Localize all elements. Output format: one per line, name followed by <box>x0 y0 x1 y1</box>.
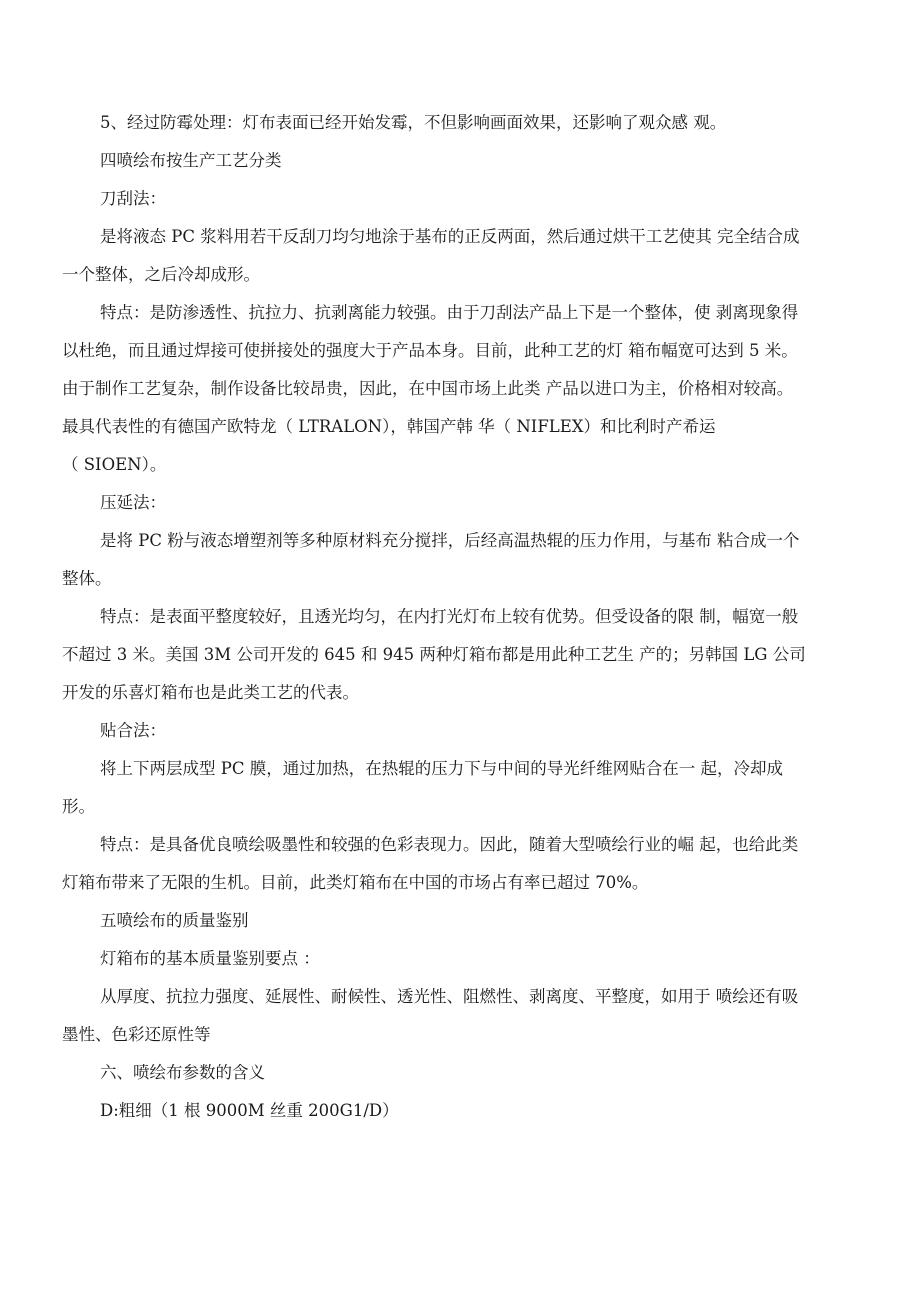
paragraph <box>62 978 840 1054</box>
paragraph <box>62 1054 840 1092</box>
paragraph <box>62 826 840 902</box>
text-line: 刀刮法： <box>100 189 166 208</box>
text-line: 五喷绘布的质量鉴别 <box>100 911 249 930</box>
text-line: 整体。 <box>62 569 112 588</box>
text-line: 特点：是具备优良喷绘吸墨性和较强的色彩表现力。因此，随着大型喷绘行业的崛 起，也给此类 <box>100 835 799 854</box>
text-line: 四喷绘布按生产工艺分类 <box>100 151 282 170</box>
paragraph <box>62 142 840 180</box>
paragraph <box>62 598 840 712</box>
text-line: 将上下两层成型 PC 膜，通过加热，在热辊的压力下与中间的导光纤维网贴合在一 起，冷却成 <box>100 759 783 778</box>
text-line: （ SIOEN）。 <box>62 455 167 474</box>
paragraph <box>62 522 840 598</box>
text-line: 不超过 3 米。美国 3M 公司开发的 645 和 945 两种灯箱布都是用此种工艺生 产的；另韩国 LG 公司 <box>62 645 806 664</box>
text-line: 是将 PC 粉与液态增塑剂等多种原材料充分搅拌，后经高温热辊的压力作用，与基布 粘合成一个 <box>100 531 800 550</box>
text-line: 从厚度、抗拉力强度、延展性、耐候性、透光性、阻燃性、剥离度、平整度，如用于 喷绘还有吸 <box>100 987 799 1006</box>
text-line: 开发的乐喜灯箱布也是此类工艺的代表。 <box>62 683 359 702</box>
paragraph <box>62 484 840 522</box>
text-line: 特点：是表面平整度较好，且透光均匀，在内打光灯布上较有优势。但受设备的限 制，幅宽一般 <box>100 607 799 626</box>
text-line: 以杜绝，而且通过焊接可使拼接处的强度大于产品本身。目前，此种工艺的灯 箱布幅宽可达到 5 米。 <box>62 341 798 360</box>
text-line: 灯箱布的基本质量鉴别要点 ： <box>100 949 320 968</box>
text-line: 墨性、色彩还原性等 <box>62 1025 211 1044</box>
text-line: 六、喷绘布参数的含义 <box>100 1063 265 1082</box>
paragraph <box>62 104 840 142</box>
text-line: D:粗细（1 根 9000M 丝重 200G1/D） <box>100 1101 399 1120</box>
paragraph <box>62 940 840 978</box>
text-line: 是将液态 PC 浆料用若干反刮刀均匀地涂于基布的正反两面，然后通过烘干工艺使其 完全结合成 <box>100 227 800 246</box>
text-line: 压延法： <box>100 493 166 512</box>
text-line: 5、经过防霉处理：灯布表面已经开始发霉，不但影响画面效果，还影响了观众感 观。 <box>100 113 727 132</box>
paragraph <box>62 1092 840 1130</box>
text-line: 由于制作工艺复杂，制作设备比较昂贵，因此，在中国市场上此类 产品以进口为主，价格相对较高。 <box>62 379 794 398</box>
text-line: 形。 <box>62 797 95 816</box>
text-line: 最具代表性的有德国产欧特龙（ LTRALON），韩国产韩 华（ NIFLEX）和比利时产希运 <box>62 417 716 436</box>
text-line: 一个整体，之后冷却成形。 <box>62 265 260 284</box>
paragraph <box>62 294 840 484</box>
paragraph <box>62 750 840 826</box>
paragraph <box>62 712 840 750</box>
text-line: 灯箱布带来了无限的生机。目前，此类灯箱布在中国的市场占有率已超过 70%。 <box>62 873 649 892</box>
document-body <box>62 104 840 1130</box>
text-line: 贴合法： <box>100 721 166 740</box>
text-line: 特点：是防渗透性、抗拉力、抗剥离能力较强。由于刀刮法产品上下是一个整体，使 剥离现象得 <box>100 303 799 322</box>
paragraph <box>62 218 840 294</box>
paragraph <box>62 902 840 940</box>
paragraph <box>62 180 840 218</box>
